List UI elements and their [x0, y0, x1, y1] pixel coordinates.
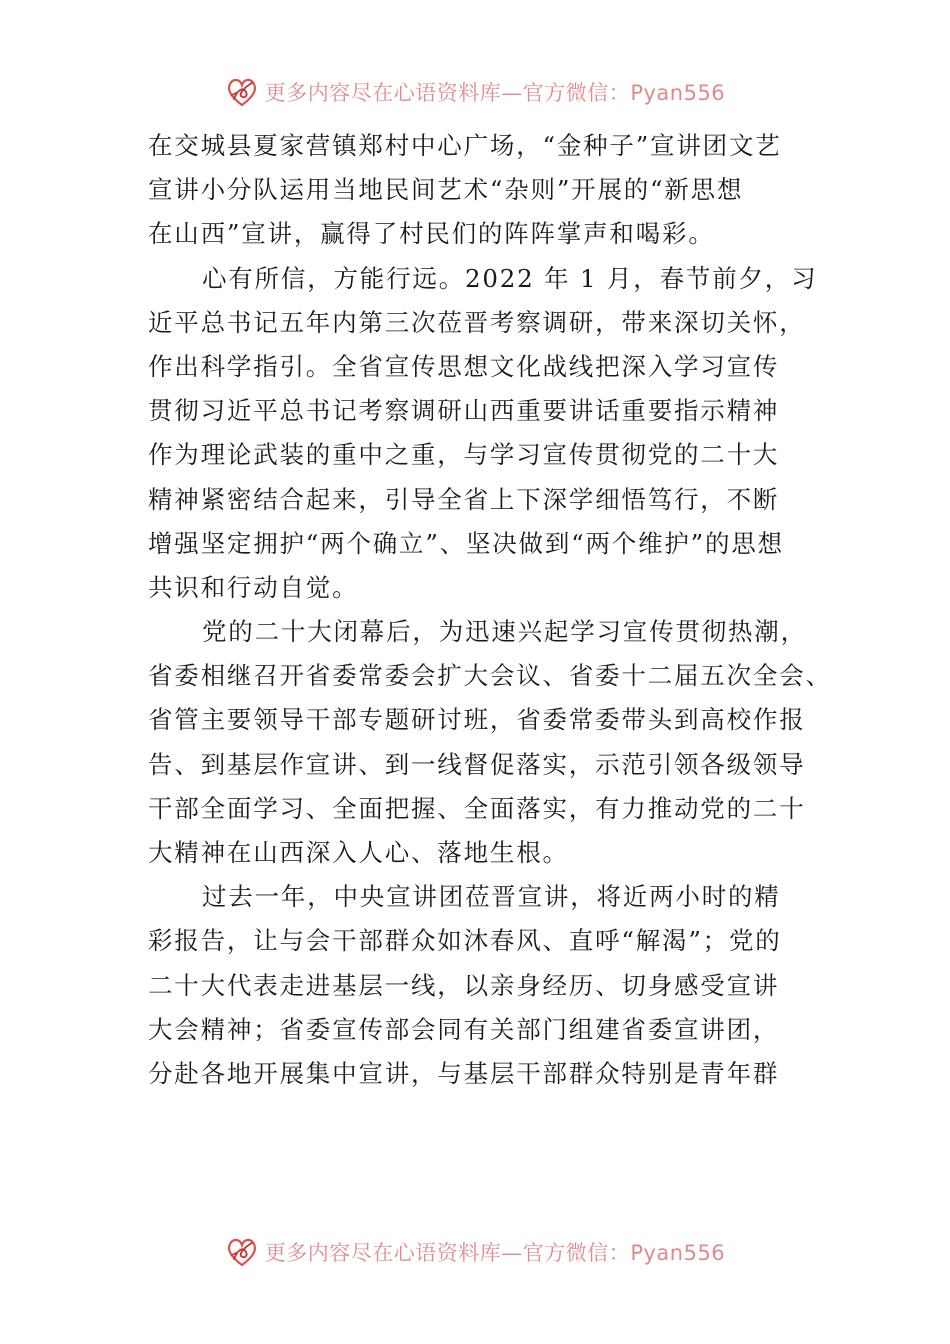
- text-line: 二十大代表走进基层一线，以亲身经历、切身感受宣讲: [148, 970, 780, 1000]
- watermark-banner-top: [0, 70, 950, 114]
- text-line: 近平总书记五年内第三次莅晋考察调研，带来深切关怀，: [148, 307, 806, 337]
- text-line: 增强坚定拥护“两个确立”、坚决做到“两个维护”的思想: [148, 528, 784, 558]
- text-line: 大精神在山西深入人心、落地生根。: [148, 838, 569, 867]
- signature-heart-logo-icon: [225, 75, 259, 109]
- text-line: 省管主要领导干部专题研讨班，省委常委带头到高校作报: [148, 705, 806, 735]
- watermark-text: 更多内容尽在心语资料库—官方微信：Pyan556: [264, 81, 726, 105]
- text-line: 宣讲小分队运用当地民间艺术“杂则”开展的“新思想: [148, 175, 744, 205]
- text-line: 干部全面学习、全面把握、全面落实，有力推动党的二十: [148, 793, 806, 823]
- paragraph-start-line: 过去一年，中央宣讲团莅晋宣讲，将近两小时的精: [202, 882, 781, 912]
- watermark-banner-bottom: [0, 1230, 950, 1274]
- text-line: 精神紧密结合起来，引导全省上下深学细悟笃行，不断: [148, 484, 780, 514]
- text-line: 作为理论武装的重中之重，与学习宣传贯彻党的二十大: [148, 440, 780, 470]
- text-line: 作出科学指引。全省宣传思想文化战线把深入学习宣传: [148, 351, 780, 381]
- watermark-text: 更多内容尽在心语资料库—官方微信：Pyan556: [264, 1241, 726, 1265]
- paragraph-start-line: 心有所信，方能行远。2022 年 1 月，春节前夕，习: [202, 263, 818, 293]
- signature-heart-logo-icon: [225, 1235, 259, 1269]
- text-line: 共识和行动自觉。: [148, 572, 359, 602]
- text-line: 告、到基层作宣讲、到一线督促落实，示范引领各级领导: [148, 749, 806, 779]
- text-line: 省委相继召开省委常委会扩大会议、省委十二届五次全会、: [148, 661, 832, 691]
- text-line: 在交城县夏家营镇郑村中心广场，“金种子”宣讲团文艺: [148, 131, 782, 160]
- text-line: 在山西”宣讲，赢得了村民们的阵阵掌声和喝彩。: [148, 219, 715, 249]
- text-line: 大会精神；省委宣传部会同有关部门组建省委宣讲团，: [148, 1014, 780, 1044]
- text-line: 贯彻习近平总书记考察调研山西重要讲话重要指示精神: [148, 396, 780, 426]
- paragraph-start-line: 党的二十大闭幕后，为迅速兴起学习宣传贯彻热潮，: [202, 617, 807, 647]
- text-line: 分赴各地开展集中宣讲，与基层干部群众特别是青年群: [148, 1058, 780, 1088]
- document-body: [148, 124, 848, 1096]
- text-line: 彩报告，让与会干部群众如沐春风、直呼“解渴”；党的: [148, 926, 782, 956]
